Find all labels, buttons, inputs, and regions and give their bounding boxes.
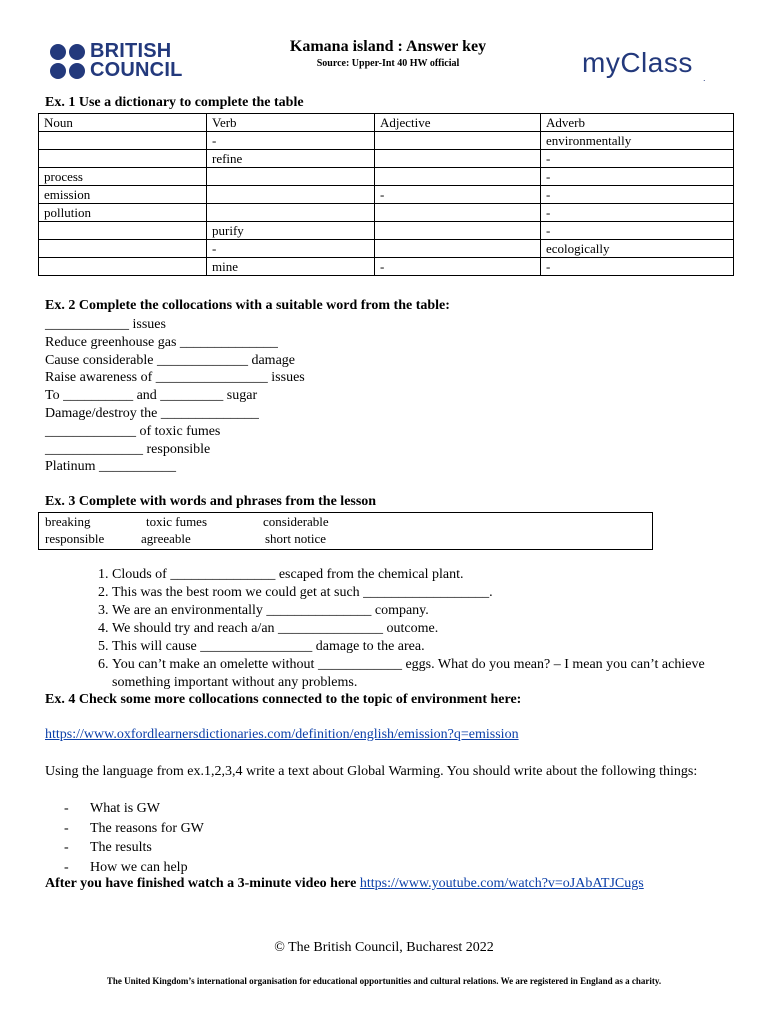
table-cell	[39, 222, 207, 240]
footer-statement: The United Kingdom’s international organisation for educational opportunities and cultural relations. We are registered in England as a charity.	[106, 976, 662, 986]
table-cell	[207, 168, 375, 186]
table-cell	[375, 168, 541, 186]
column-header: Adjective	[375, 114, 541, 132]
video-instruction	[45, 876, 644, 892]
ex3-heading: Ex. 3 Complete with words and phrases from the lesson	[45, 494, 377, 509]
list-item: - The reasons for GW	[64, 819, 204, 839]
list-item: - What is GW	[64, 799, 204, 819]
list-item: 4. We should try and reach a/an _______________ outcome.	[112, 620, 762, 638]
collocation-line: _____________ of toxic fumes	[45, 423, 221, 439]
table-cell: emission	[39, 186, 207, 204]
collocation-line: ____________ issues	[45, 317, 166, 332]
vocab-table	[38, 113, 734, 276]
column-header: Noun	[39, 114, 207, 132]
copyright-notice: © The British Council, Bucharest 2022	[274, 940, 494, 955]
table-cell: -	[541, 204, 734, 222]
table-cell: pollution	[39, 204, 207, 222]
table-cell: -	[541, 150, 734, 168]
table-cell: purify	[207, 222, 375, 240]
table-row	[39, 186, 734, 204]
collocation-line: Reduce greenhouse gas ______________	[45, 334, 278, 350]
word-box-item: agreeable	[141, 531, 191, 546]
logo-wordmark: BRITISH COUNCIL	[90, 40, 183, 81]
table-cell: refine	[207, 150, 375, 168]
table-row	[39, 168, 734, 186]
ex2-heading: Ex. 2 Complete the collocations with a suitable word from the table:	[45, 298, 450, 313]
ex4-heading: Ex. 4 Check some more collocations connected to the topic of environment here:	[45, 692, 522, 707]
table-cell	[39, 240, 207, 258]
document-source: Source: Upper-Int 40 HW official	[316, 58, 460, 69]
list-item: 2. This was the best room we could get at such __________________.	[112, 584, 762, 602]
table-row	[39, 222, 734, 240]
table-cell: -	[541, 168, 734, 186]
collocation-line: To __________ and _________ sugar	[45, 388, 258, 404]
video-instruction-text: After you have finished watch a 3-minute video here	[45, 876, 357, 891]
myclass-logo: myClass	[582, 47, 693, 78]
oxford-dictionary-link[interactable]: https://www.oxfordlearnersdictionaries.com/definition/english/emission?q=emission	[45, 727, 519, 742]
table-cell	[375, 240, 541, 258]
ex1-heading: Ex. 1 Use a dictionary to complete the table	[45, 95, 304, 110]
table-cell	[375, 222, 541, 240]
table-row	[39, 240, 734, 258]
table-cell: -	[375, 258, 541, 276]
word-box-item: short notice	[265, 531, 327, 546]
word-box-item: responsible	[45, 531, 105, 546]
table-cell: -	[207, 132, 375, 150]
table-cell: process	[39, 168, 207, 186]
word-box-item: considerable	[263, 514, 329, 529]
table-cell	[39, 258, 207, 276]
collocation-line: Raise awareness of ________________ issues	[45, 370, 305, 386]
collocation-line: Damage/destroy the ______________	[45, 405, 259, 421]
writing-task: Using the language from ex.1,2,3,4 write a text about Global Warming. You should write about the following things:	[45, 764, 698, 779]
ex2-lines	[45, 316, 305, 476]
table-cell	[39, 150, 207, 168]
table-cell	[375, 204, 541, 222]
collocation-line: Platinum ___________	[45, 459, 177, 475]
table-row	[39, 258, 734, 276]
column-header: Verb	[207, 114, 375, 132]
table-cell: environmentally	[541, 132, 734, 150]
list-item: 6. You can’t make an omelette without ____________ eggs. What do you mean? – I mean you can’t achieve something important without any problems.	[112, 656, 762, 692]
table-cell: -	[375, 186, 541, 204]
list-item: 1. Clouds of _______________ escaped from the chemical plant.	[112, 566, 762, 584]
table-cell: mine	[207, 258, 375, 276]
myclass-logo-dot: .	[703, 73, 706, 83]
table-cell	[207, 204, 375, 222]
table-cell	[375, 132, 541, 150]
table-cell: -	[207, 240, 375, 258]
collocation-line: ______________ responsible	[45, 441, 211, 457]
list-item: - The results	[64, 838, 204, 858]
table-row	[39, 132, 734, 150]
list-item: - How we can help	[64, 858, 204, 878]
table-cell	[207, 186, 375, 204]
word-box-item: toxic fumes	[146, 514, 208, 529]
collocation-line: Cause considerable _____________ damage	[45, 352, 295, 368]
logo-dots-icon	[50, 44, 86, 80]
table-header-row	[39, 114, 734, 132]
table-cell: -	[541, 186, 734, 204]
word-box-item: breaking	[45, 514, 91, 529]
list-item: 3. We are an environmentally _______________ company.	[112, 602, 762, 620]
table-row	[39, 150, 734, 168]
word-box	[38, 512, 653, 550]
table-cell	[39, 132, 207, 150]
column-header: Adverb	[541, 114, 734, 132]
gw-topic-list	[64, 799, 204, 877]
table-row	[39, 204, 734, 222]
table-cell: -	[541, 222, 734, 240]
table-cell: ecologically	[541, 240, 734, 258]
table-cell: -	[541, 258, 734, 276]
list-item: 5. This will cause ________________ damage to the area.	[112, 638, 762, 656]
british-council-logo	[50, 42, 190, 86]
table-cell	[375, 150, 541, 168]
ex3-sentence-list	[72, 566, 762, 692]
youtube-video-link[interactable]: https://www.youtube.com/watch?v=oJAbATJCugs	[359, 876, 644, 891]
document-title: Kamana island : Answer key	[289, 38, 487, 55]
